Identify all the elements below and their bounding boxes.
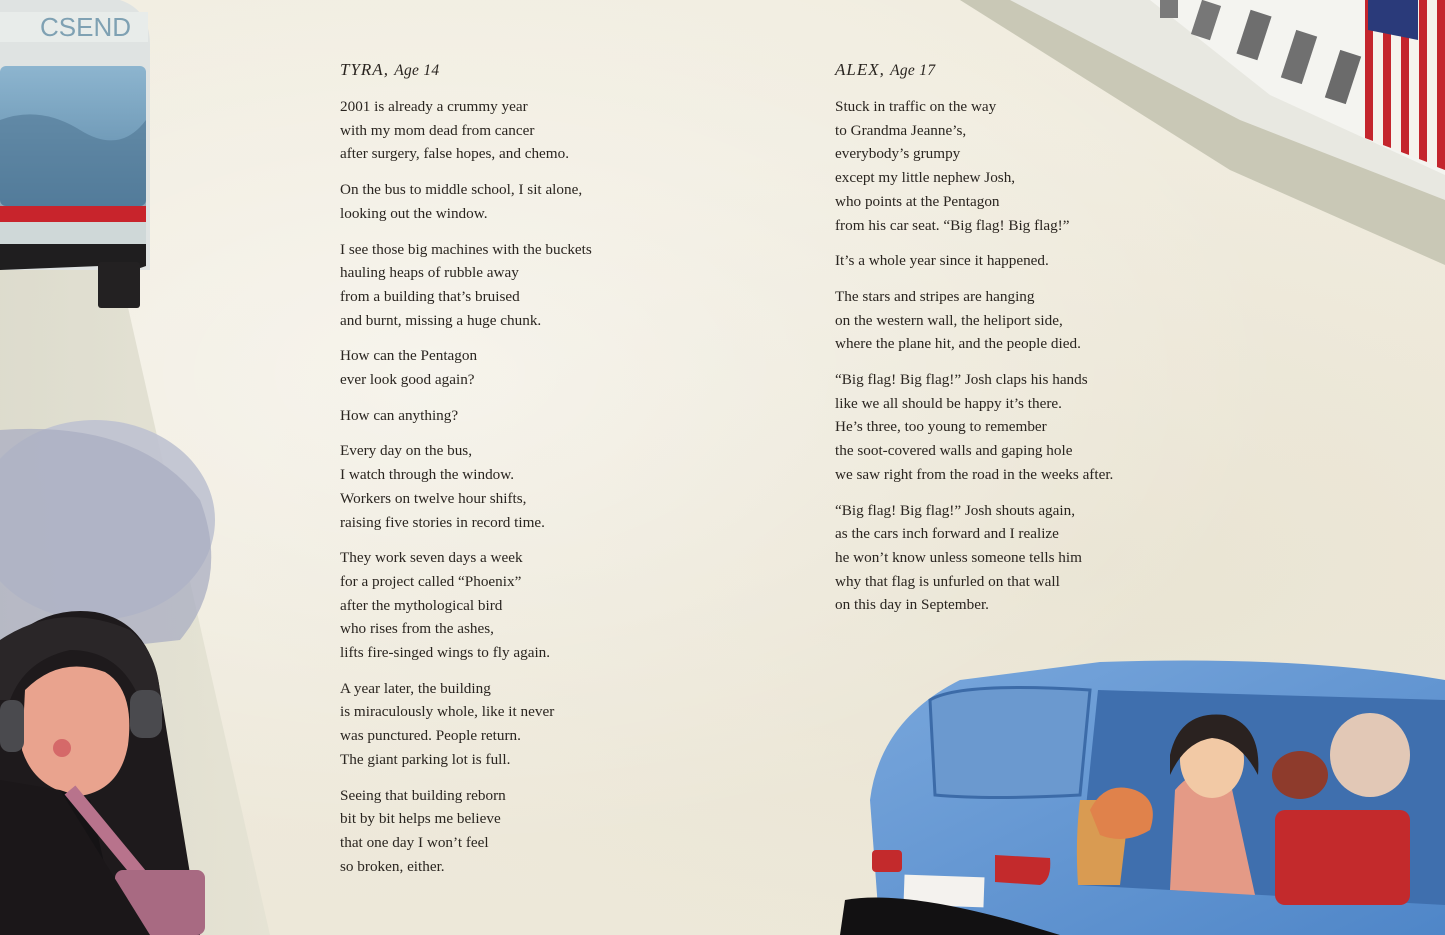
poem-line: after surgery, false hopes, and chemo. <box>340 145 569 163</box>
poem-line: that one day I won’t feel <box>340 833 489 851</box>
poem-line: from a building that’s bruised <box>340 287 520 305</box>
stanza <box>340 178 640 225</box>
poem-line: lifts fire-singed wings to fly again. <box>340 644 551 662</box>
poem-line: with my mom dead from cancer <box>340 121 535 139</box>
poem-line: after the mythological bird <box>340 596 503 614</box>
poem-line: I see those big machines with the buckets <box>340 240 592 258</box>
poem-line: On the bus to middle school, I sit alone, <box>340 181 583 199</box>
poem-line: except my little nephew Josh, <box>835 169 1016 187</box>
poem-line: on this day in September. <box>835 596 989 614</box>
stanza <box>835 499 1155 618</box>
poem-line: on the western wall, the heliport side, <box>835 311 1063 329</box>
poem-line: raising five stories in record time. <box>340 513 545 531</box>
poem-line: They work seven days a week <box>340 549 523 567</box>
poem-line: 2001 is already a crummy year <box>340 98 528 115</box>
stanza <box>340 677 640 772</box>
poem-line: the soot-covered walls and gaping hole <box>835 442 1073 460</box>
car-illustration <box>840 660 1445 935</box>
poem-line: everybody’s grumpy <box>835 145 961 163</box>
poem-line: Every day on the bus, <box>340 442 473 460</box>
stanza <box>340 784 640 879</box>
poem-line: why that flag is unfurled on that wall <box>835 572 1060 590</box>
poem-line: I watch through the window. <box>340 466 515 484</box>
poem-line: Workers on twelve hour shifts, <box>340 489 527 507</box>
poem-line: A year later, the building <box>340 679 491 697</box>
poem-line: ever look good again? <box>340 371 475 389</box>
stanza <box>340 344 640 391</box>
poem-line: “Big flag! Big flag!” Josh shouts again, <box>835 501 1076 519</box>
speaker-name: TYRA <box>340 60 384 79</box>
poem-title: TYRA, Age 14 <box>340 60 440 79</box>
poem-line: is miraculously whole, like it never <box>340 703 555 721</box>
poem-line: The stars and stripes are hanging <box>835 287 1035 305</box>
poem-line: How can anything? <box>340 406 459 424</box>
poem-line: Stuck in traffic on the way <box>835 98 997 115</box>
poem-line: bit by bit helps me believe <box>340 810 501 828</box>
stanza <box>340 439 640 534</box>
poem-line: so broken, either. <box>340 857 445 875</box>
poem-line: was punctured. People return. <box>340 727 521 745</box>
poem-line: “Big flag! Big flag!” Josh claps his hands <box>835 371 1088 389</box>
poem-tyra <box>340 58 640 890</box>
poem-line: he won’t know unless someone tells him <box>835 548 1082 566</box>
poem-line: from his car seat. “Big flag! Big flag!” <box>835 216 1070 234</box>
speaker-age: Age 14 <box>394 62 440 79</box>
poem-line: The giant parking lot is full. <box>340 750 511 768</box>
poem-line: looking out the window. <box>340 204 488 222</box>
stanza <box>835 249 1155 273</box>
stanza <box>340 238 640 333</box>
poem-line: How can the Pentagon <box>340 347 478 365</box>
poem-line: as the cars inch forward and I realize <box>835 525 1059 543</box>
speaker-age: Age 17 <box>890 62 936 79</box>
poem-line: to Grandma Jeanne’s, <box>835 121 967 139</box>
poem-line: who points at the Pentagon <box>835 192 1000 210</box>
poem-line: for a project called “Phoenix” <box>340 572 522 590</box>
poem-line: Seeing that building reborn <box>340 786 506 804</box>
poem-line: It’s a whole year since it happened. <box>835 252 1049 270</box>
stanza-list <box>835 95 1155 617</box>
stanza <box>340 404 640 428</box>
stanza <box>340 546 640 665</box>
poem-line: He’s three, too young to remember <box>835 418 1047 436</box>
poem-alex <box>835 58 1155 629</box>
poem-title: ALEX, Age 17 <box>835 60 936 79</box>
stanza-list <box>340 95 640 878</box>
stanza <box>835 368 1155 487</box>
poem-line: and burnt, missing a huge chunk. <box>340 311 542 329</box>
stanza <box>835 95 1155 237</box>
speaker-name: ALEX <box>835 60 880 79</box>
stanza <box>835 285 1155 356</box>
stanza <box>340 95 640 166</box>
poem-line: we saw right from the road in the weeks after. <box>835 465 1114 483</box>
poem-line: hauling heaps of rubble away <box>340 264 519 282</box>
bus-destination-sign: CSEND <box>40 12 132 42</box>
poem-line: where the plane hit, and the people died. <box>835 335 1081 353</box>
poem-line: like we all should be happy it’s there. <box>835 394 1062 412</box>
poem-line: who rises from the ashes, <box>340 620 494 638</box>
bus-illustration <box>0 0 150 308</box>
